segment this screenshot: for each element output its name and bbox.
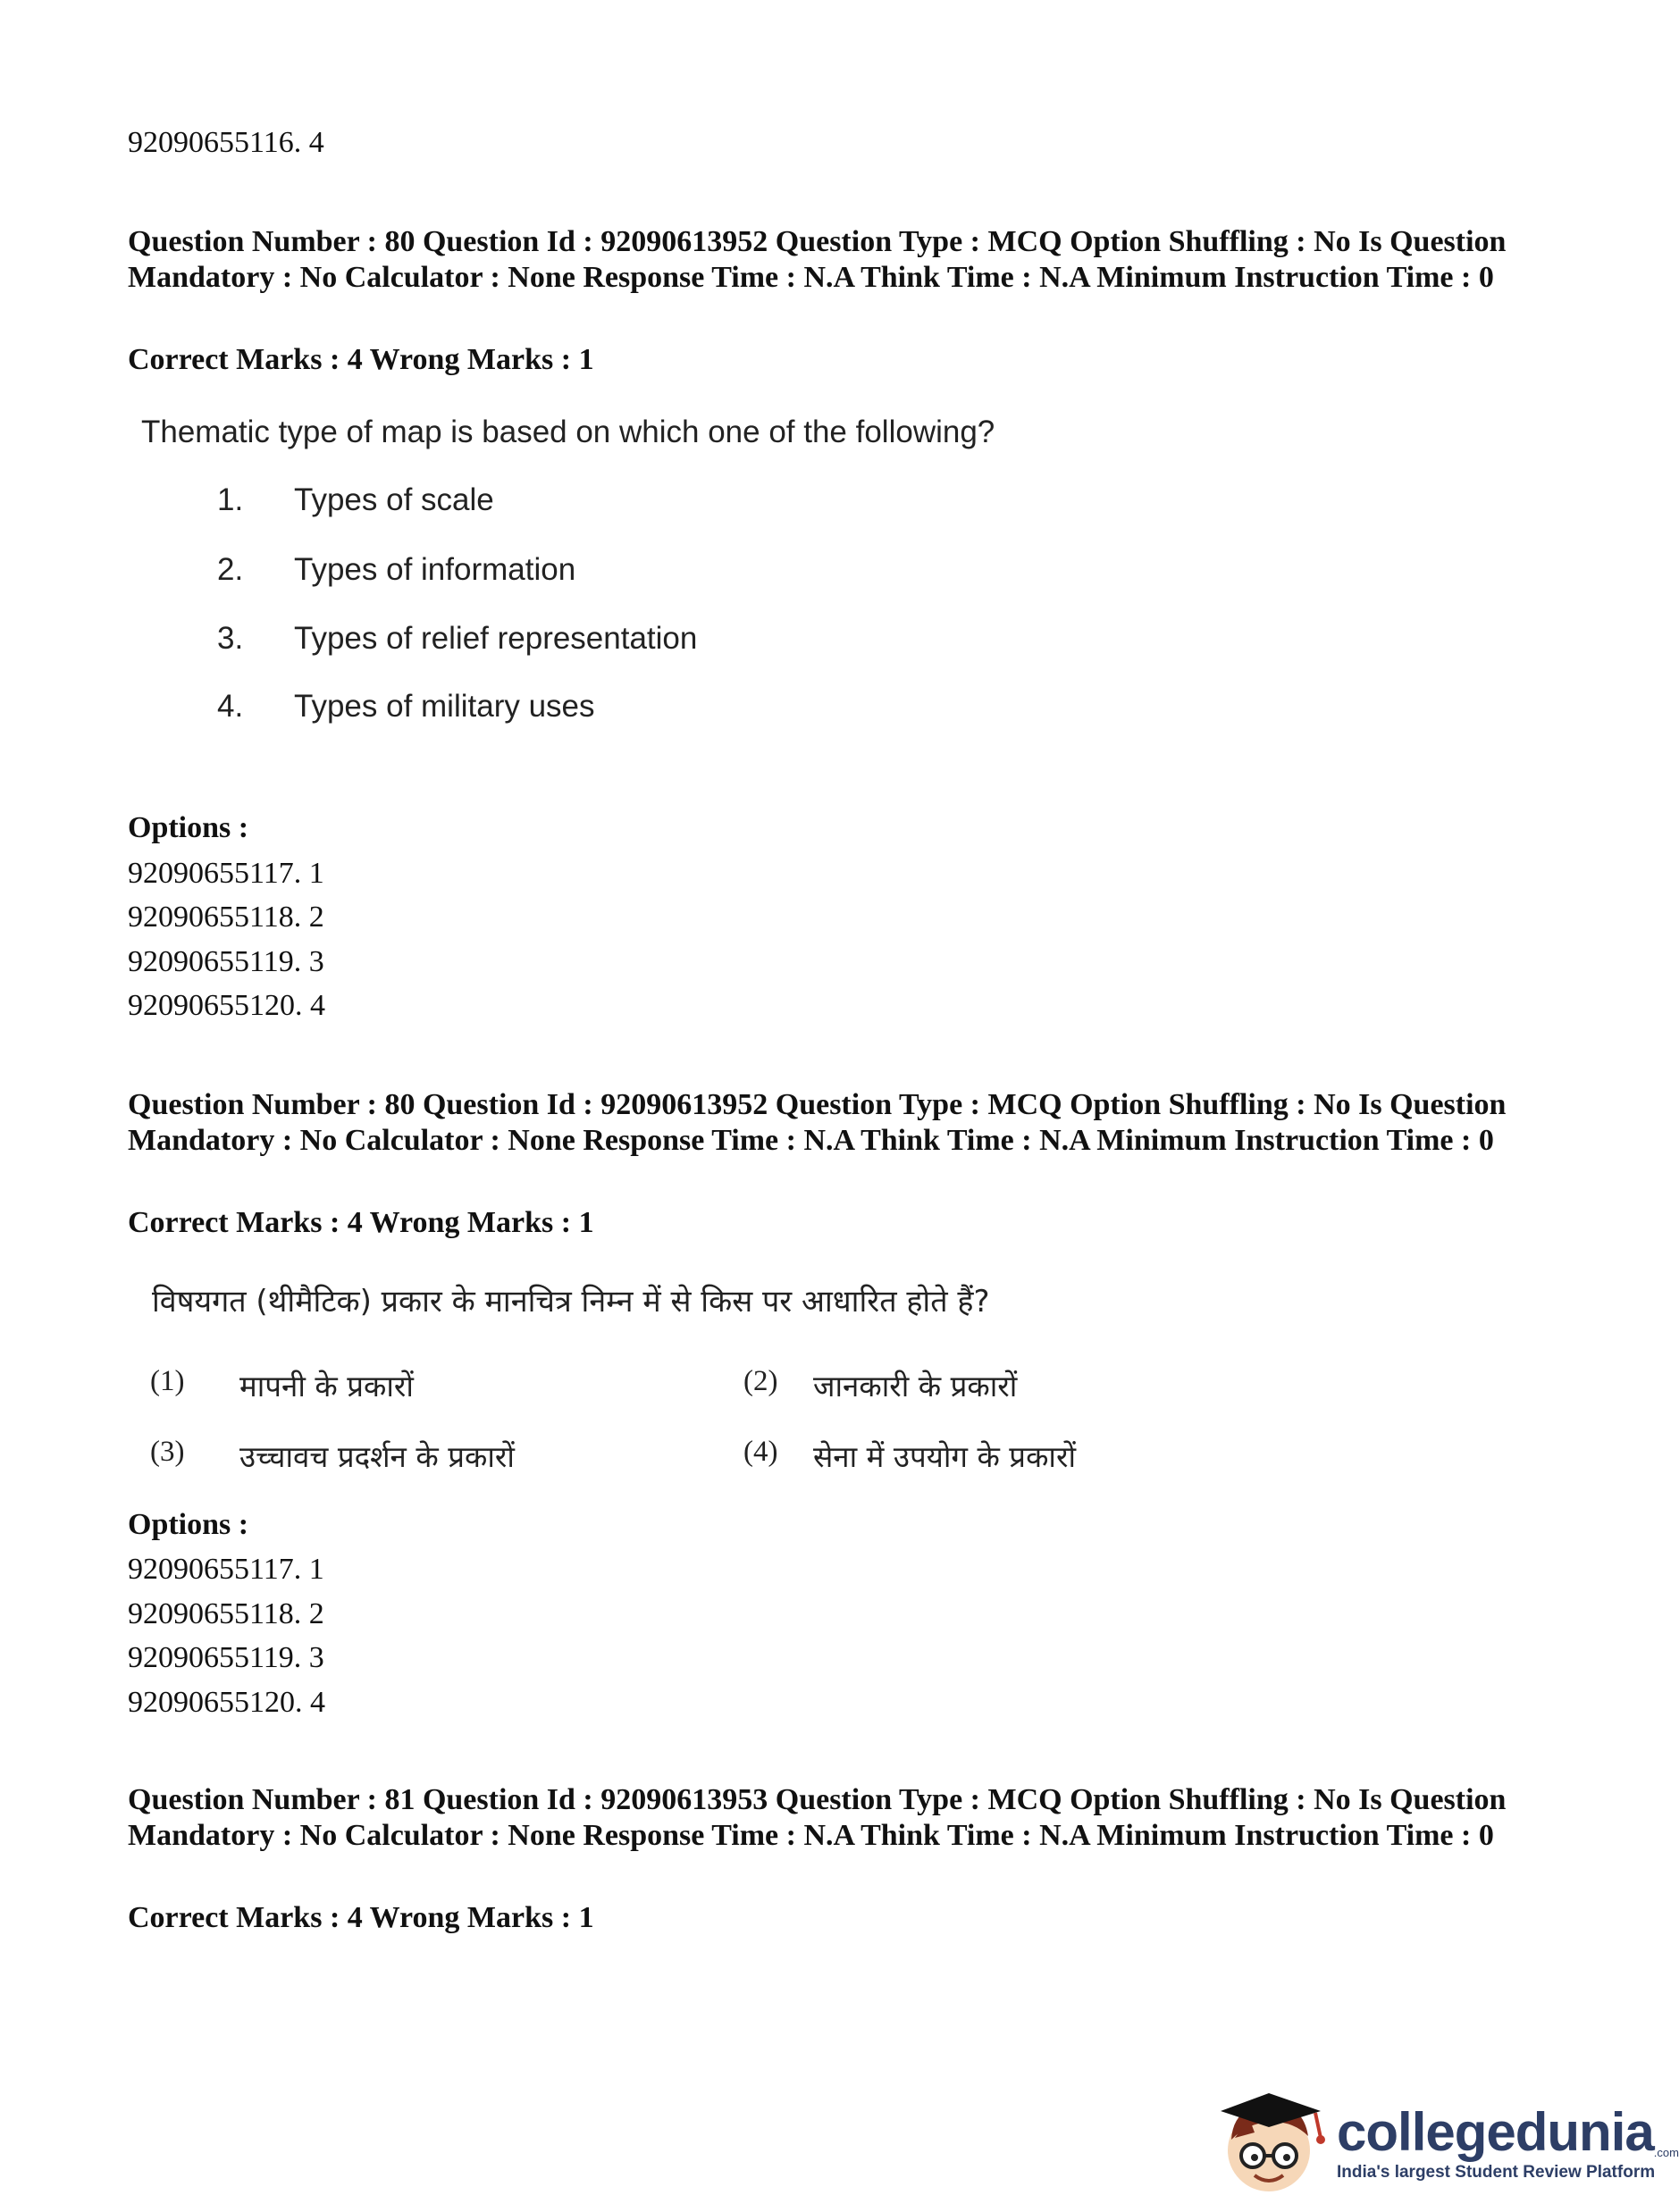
choice-text: Types of relief representation — [294, 621, 698, 656]
option-line: 92090655119. 3 — [128, 1641, 324, 1674]
choice-number: 2. — [217, 552, 244, 587]
option-line: 92090655120. 4 — [128, 1686, 325, 1719]
question-choice — [150, 1436, 515, 1476]
prev-option-line: 92090655116. 4 — [128, 126, 324, 159]
collegedunia-logo — [1215, 2086, 1679, 2202]
option-line: 92090655118. 2 — [128, 901, 324, 934]
choice-text: Types of information — [294, 552, 576, 587]
choice-number: 3. — [217, 621, 244, 656]
options-label: Options : — [128, 1508, 249, 1541]
option-line: 92090655118. 2 — [128, 1597, 324, 1630]
choice-text: Types of scale — [294, 482, 494, 517]
question-choice — [217, 482, 494, 518]
options-label: Options : — [128, 811, 249, 844]
choice-text: जानकारी के प्रकारों — [813, 1369, 1018, 1403]
choice-number: (4) — [743, 1436, 778, 1468]
mascot-icon — [1215, 2086, 1331, 2202]
choice-text: Types of military uses — [294, 689, 595, 724]
logo-tagline: India's largest Student Review Platform — [1337, 2163, 1656, 2182]
marks-line: Correct Marks : 4 Wrong Marks : 1 — [128, 1901, 594, 1934]
choice-number: (1) — [150, 1365, 185, 1397]
choice-text: सेना में उपयोग के प्रकारों — [813, 1439, 1077, 1474]
option-line: 92090655119. 3 — [128, 945, 324, 978]
marks-line: Correct Marks : 4 Wrong Marks : 1 — [128, 343, 594, 376]
option-line: 92090655117. 1 — [128, 857, 324, 890]
question-text-hindi: विषयगत (थीमैटिक) प्रकार के मानचित्र निम्न में से किस पर आधारित होते हैं? — [152, 1284, 990, 1320]
choice-text: उच्चावच प्रदर्शन के प्रकारों — [239, 1439, 515, 1474]
marks-line: Correct Marks : 4 Wrong Marks : 1 — [128, 1206, 594, 1239]
choice-number: (3) — [150, 1436, 185, 1468]
question-choice — [217, 552, 575, 588]
choice-number: (2) — [743, 1365, 778, 1397]
question-choice — [743, 1365, 1017, 1405]
choice-number: 1. — [217, 482, 244, 517]
choice-number: 4. — [217, 689, 244, 724]
question-text: Thematic type of map is based on which one of the following? — [141, 415, 995, 449]
choice-text: मापनी के प्रकारों — [239, 1369, 414, 1403]
question-choice — [743, 1436, 1076, 1476]
question-choice — [150, 1365, 414, 1405]
question-choice — [217, 689, 595, 725]
logo-domain: .com — [1653, 2146, 1679, 2159]
question-meta: Question Number : 80 Question Id : 92090613952 Question Type : MCQ Option Shuffling : No Is Question Mandatory : No Calculator : None Response Time : N.A Think Time : N.A Minimum Instruction Time : 0 — [128, 225, 1507, 294]
question-meta: Question Number : 81 Question Id : 92090613953 Question Type : MCQ Option Shuffling : No Is Question Mandatory : No Calculator : None Response Time : N.A Think Time : N.A Minimum Instruction Time : 0 — [128, 1783, 1507, 1852]
question-meta: Question Number : 80 Question Id : 92090613952 Question Type : MCQ Option Shuffling : No Is Question Mandatory : No Calculator : None Response Time : N.A Think Time : N.A Minimum Instruction Time : 0 — [128, 1088, 1507, 1157]
option-line: 92090655120. 4 — [128, 989, 325, 1022]
option-line: 92090655117. 1 — [128, 1553, 324, 1586]
question-choice — [217, 621, 697, 657]
logo-wordmark: collegedunia — [1337, 2102, 1654, 2162]
